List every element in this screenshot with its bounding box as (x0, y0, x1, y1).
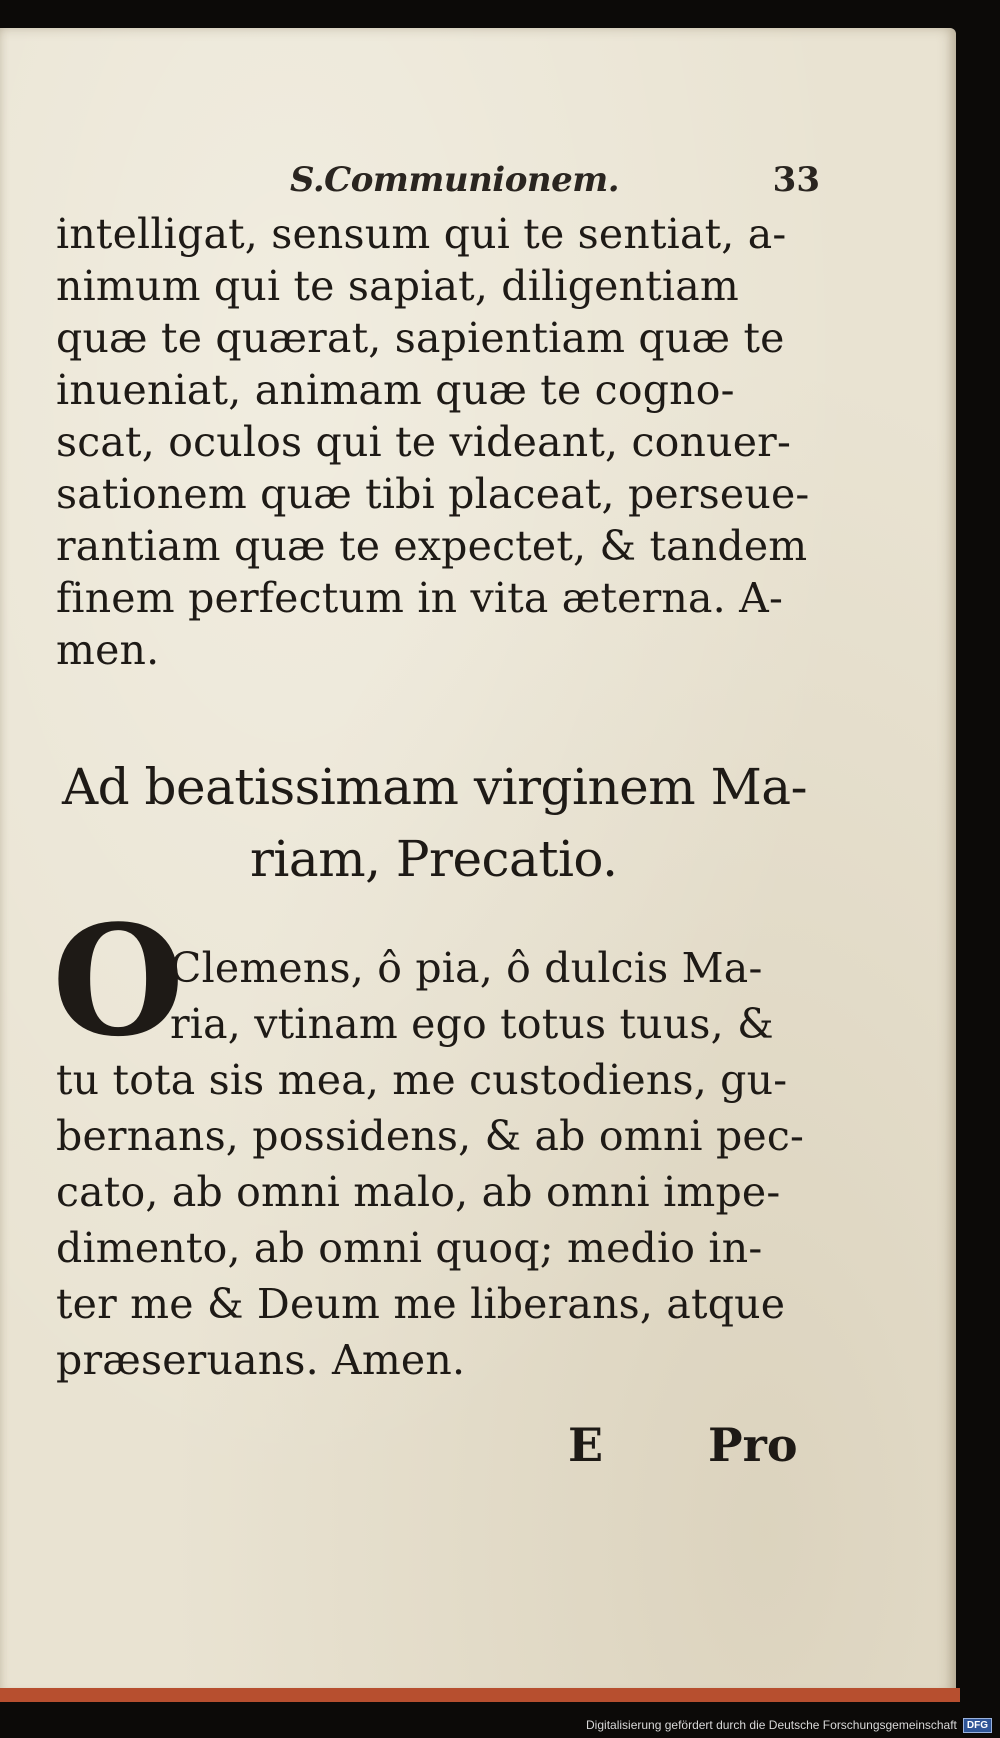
text-line: Clemens, ô pia, ô dulcis Ma- (170, 944, 763, 992)
page-edge (0, 1688, 960, 1702)
text-line: inueniat, animam quæ te cogno- (56, 366, 735, 414)
page-number: 33 (772, 160, 820, 200)
text-line: sationem quæ tibi placeat, perseue- (56, 470, 810, 518)
heading-line: Ad beatissimam virginem Ma- (62, 758, 807, 816)
footer-credit: Digitalisierung gefördert durch die Deutsche Forschungsgemeinschaft (586, 1718, 957, 1732)
running-head: S.Communionem. (290, 160, 620, 200)
text-line: men. (56, 626, 160, 674)
text-line: præseruans. Amen. (56, 1336, 466, 1384)
text-line: tu tota sis mea, me custodiens, gu- (56, 1056, 788, 1104)
text-line: finem perfectum in vita æterna. A- (56, 574, 784, 622)
text-line: quæ te quærat, sapientiam quæ te (56, 314, 785, 362)
text-line: intelligat, sensum qui te sentiat, a- (56, 210, 787, 258)
text-line: ter me & Deum me liberans, atque (56, 1280, 786, 1328)
heading-line: riam, Precatio. (250, 830, 618, 888)
text-line: bernans, possidens, & ab omni pec- (56, 1112, 805, 1160)
text-line: nimum qui te sapiat, diligentiam (56, 262, 739, 310)
text-line: rantiam quæ te expectet, & tandem (56, 522, 808, 570)
text-line: dimento, ab omni quoq; medio in- (56, 1224, 763, 1272)
catchword: Pro (708, 1418, 798, 1472)
signature-mark: E (568, 1418, 604, 1472)
text-line: cato, ab omni malo, ab omni impe- (56, 1168, 781, 1216)
drop-cap-initial: O (52, 891, 185, 1070)
footer (586, 1716, 992, 1734)
text-line: ria, vtinam ego totus tuus, & (170, 1000, 774, 1048)
text-line: scat, oculos qui te videant, conuer- (56, 418, 792, 466)
dfg-logo: DFG (963, 1718, 992, 1733)
